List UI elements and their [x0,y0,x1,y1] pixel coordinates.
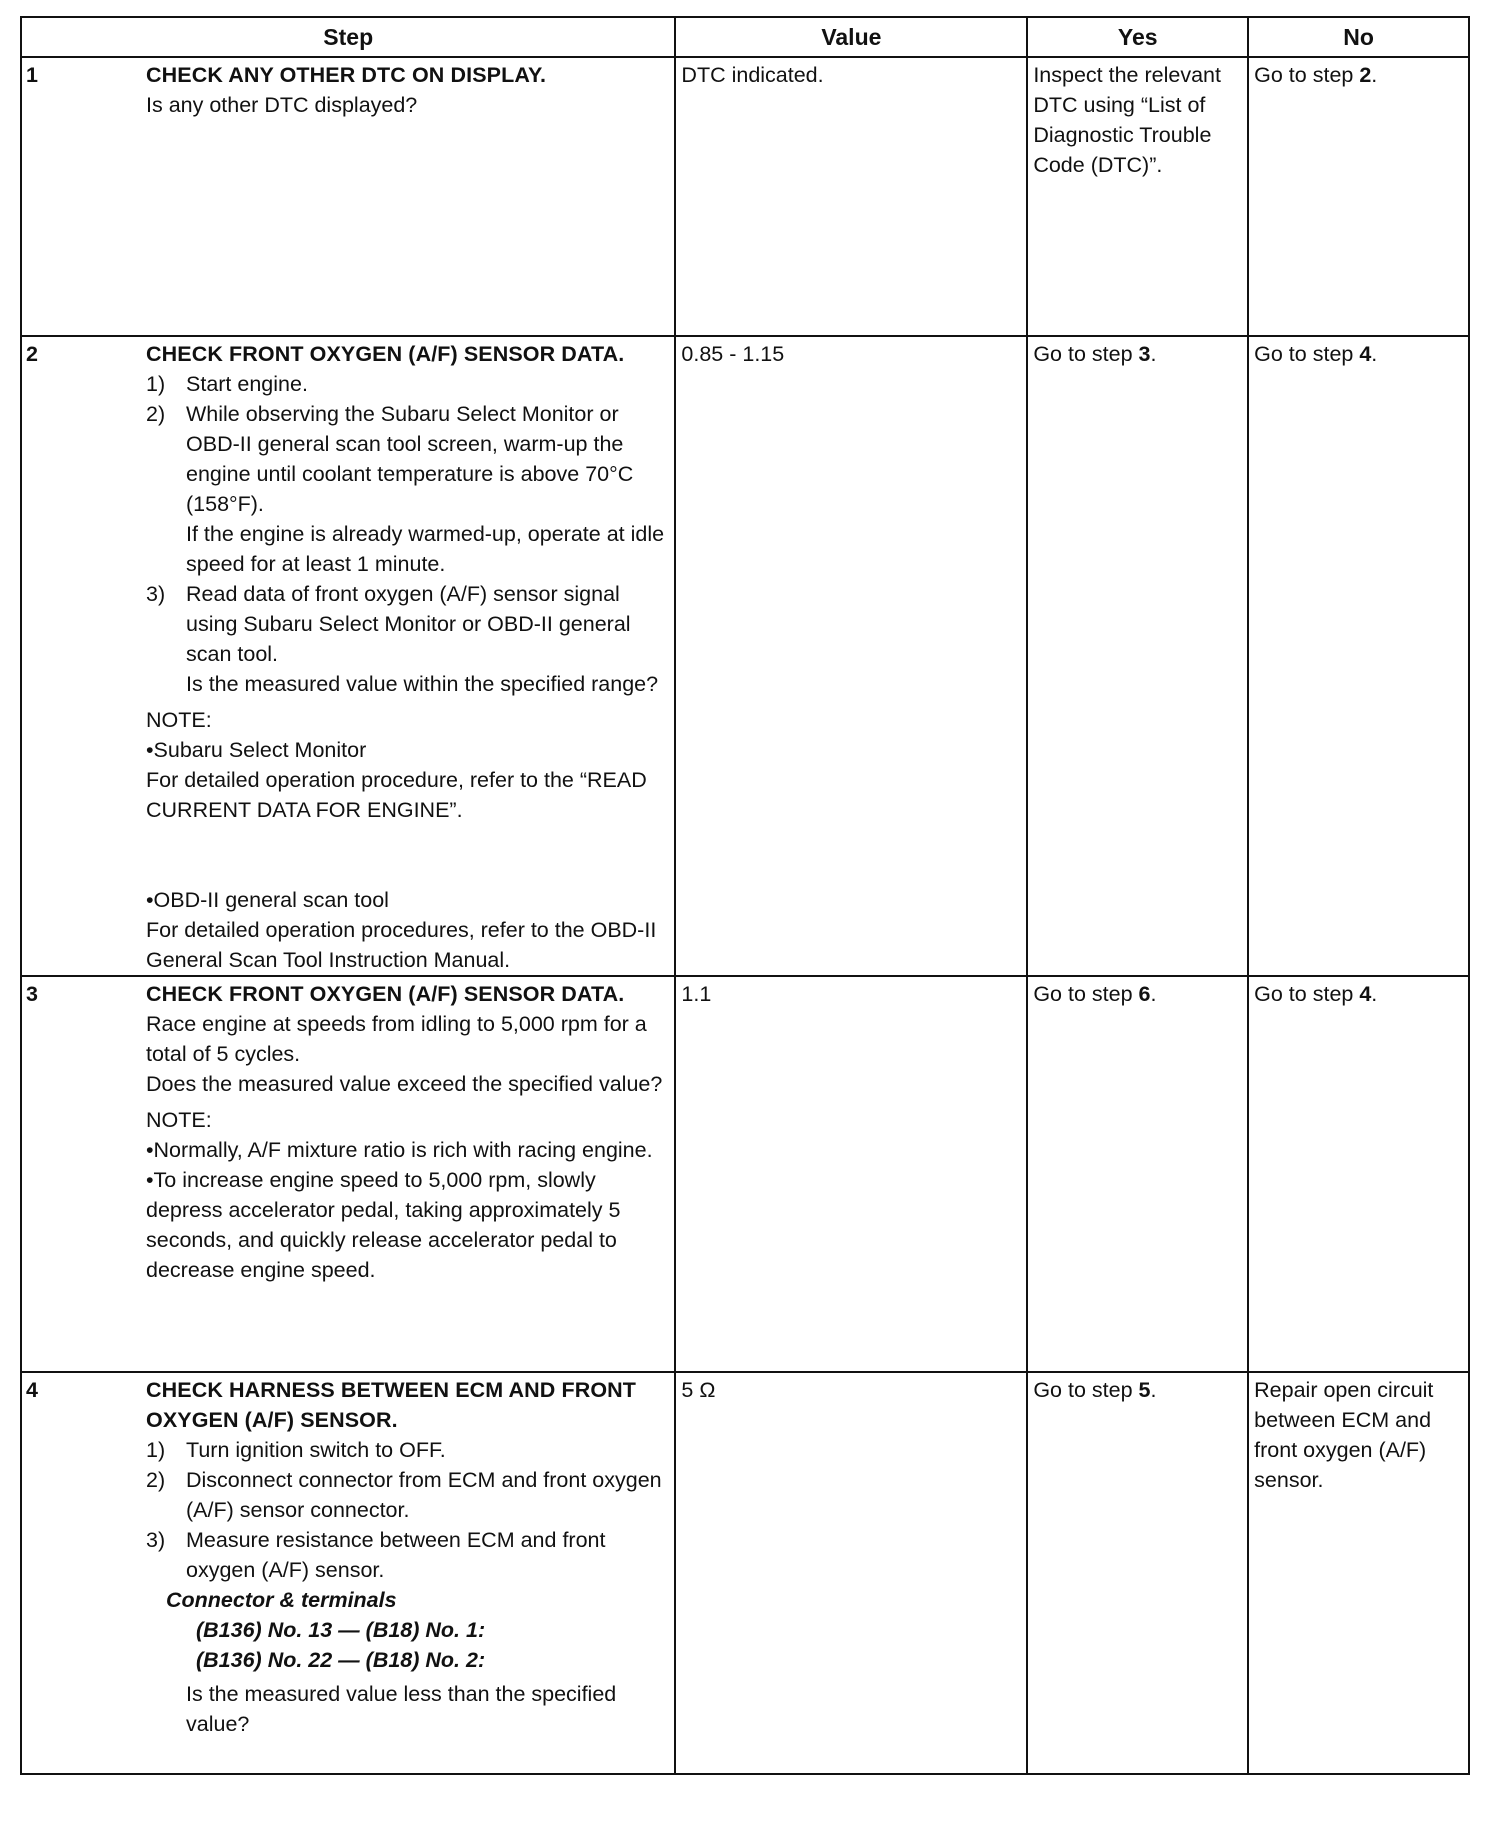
step-text: Race engine at speeds from idling to 5,000 rpm for a total of 5 cycles. [146,1012,647,1066]
no-cell [1248,336,1469,976]
connector-terminal: (B136) No. 22 — (B18) No. 2: [196,1648,486,1672]
note-text: For detailed operation procedure, refer to the “READ CURRENT DATA FOR ENGINE”. [146,768,647,822]
note-text: •Normally, A/F mixture ratio is rich with racing engine. [146,1138,653,1162]
item-text: Is the measured value within the specified range? [186,672,659,696]
yes-cell: Inspect the relevant DTC using “List of Diagnostic Trouble Code (DTC)”. [1027,57,1248,336]
step-cell [21,1372,675,1774]
item-text: Start engine. [186,372,308,396]
item-number: 3) [146,1528,166,1552]
item-text: Read data of front oxygen (A/F) sensor signal using Subaru Select Monitor or OBD-II general scan tool. [186,582,631,666]
no-step-ref: 4 [1359,342,1372,366]
item-number: 1) [146,1438,166,1462]
no-step-ref: 2 [1359,63,1372,87]
yes-prefix: Go to step [1033,982,1139,1006]
list-item [146,579,664,669]
step-number: 1 [26,63,38,87]
no-prefix: Go to step [1254,982,1360,1006]
step-list [146,369,664,699]
no-cell [1248,57,1469,336]
header-row [21,17,1469,57]
yes-suffix: . [1150,342,1157,366]
note-title: •Subaru Select Monitor [146,738,367,762]
item-number: 2) [146,402,166,426]
step-cell [21,976,675,1372]
step-question: Is any other DTC displayed? [146,93,418,117]
connector-label: Connector & terminals [166,1588,397,1612]
value-cell: DTC indicated. [675,57,1027,336]
yes-suffix: . [1150,982,1157,1006]
item-number: 1) [146,372,166,396]
item-text: While observing the Subaru Select Monitor or OBD-II general scan tool screen, warm-up the engine until coolant temperature is above 70°C (158°F). [186,402,634,516]
no-prefix: Go to step [1254,342,1360,366]
header-no: No [1248,17,1469,57]
note-title: •OBD-II general scan tool [146,888,389,912]
item-text: If the engine is already warmed-up, operate at idle speed for at least 1 minute. [186,522,665,576]
item-text: Measure resistance between ECM and front oxygen (A/F) sensor. [186,1528,606,1582]
table-row [21,57,1469,336]
yes-cell [1027,1372,1248,1774]
note-label: NOTE: [146,708,212,732]
step-title: CHECK HARNESS BETWEEN ECM AND FRONT OXYGEN (A/F) SENSOR. [146,1378,637,1432]
step-title: CHECK FRONT OXYGEN (A/F) SENSOR DATA. [146,342,625,366]
note-text: •To increase engine speed to 5,000 rpm, slowly depress accelerator pedal, taking approximately 5 seconds, and quickly release accelerator pedal to decrease engine speed. [146,1168,621,1282]
step-title: CHECK FRONT OXYGEN (A/F) SENSOR DATA. [146,982,625,1006]
value-cell: 5 Ω [675,1372,1027,1774]
item-text: Disconnect connector from ECM and front oxygen (A/F) sensor connector. [186,1468,662,1522]
no-suffix: . [1371,982,1378,1006]
list-item [146,1465,664,1525]
yes-step-ref: 6 [1138,982,1151,1006]
yes-cell [1027,336,1248,976]
step-number: 2 [26,342,38,366]
step-question: Is the measured value less than the specified value? [186,1682,617,1736]
note-label: NOTE: [146,1108,212,1132]
spacer [146,825,664,885]
list-item [146,1435,664,1465]
step-question: Does the measured value exceed the specified value? [146,1072,663,1096]
step-cell [21,57,675,336]
list-item [146,399,664,519]
yes-prefix: Go to step [1033,342,1139,366]
connector-terminal: (B136) No. 13 — (B18) No. 1: [196,1618,486,1642]
item-text: Turn ignition switch to OFF. [186,1438,446,1462]
item-number: 3) [146,582,166,606]
table-row [21,976,1469,1372]
header-step: Step [21,17,675,57]
no-prefix: Go to step [1254,63,1360,87]
no-suffix: . [1371,63,1378,87]
step-list [146,1435,664,1585]
yes-prefix: Go to step [1033,1378,1139,1402]
value-cell: 1.1 [675,976,1027,1372]
list-item [146,369,664,399]
value-cell: 0.85 - 1.15 [675,336,1027,976]
table-row [21,1372,1469,1774]
no-cell: Repair open circuit between ECM and front oxygen (A/F) sensor. [1248,1372,1469,1774]
step-title: CHECK ANY OTHER DTC ON DISPLAY. [146,63,547,87]
yes-step-ref: 3 [1138,342,1151,366]
header-value: Value [675,17,1027,57]
list-item [146,669,664,699]
step-number: 4 [26,1378,38,1402]
header-yes: Yes [1027,17,1248,57]
list-item [146,519,664,579]
no-cell [1248,976,1469,1372]
list-item [146,1525,664,1585]
yes-suffix: . [1150,1378,1157,1402]
item-number: 2) [146,1468,166,1492]
note-text: For detailed operation procedures, refer to the OBD-II General Scan Tool Instruction Manual. [146,918,657,972]
yes-step-ref: 5 [1138,1378,1151,1402]
step-number: 3 [26,982,38,1006]
table-row [21,336,1469,976]
step-cell [21,336,675,976]
no-step-ref: 4 [1359,982,1372,1006]
no-suffix: . [1371,342,1378,366]
yes-cell [1027,976,1248,1372]
diagnostic-table [20,16,1470,1775]
